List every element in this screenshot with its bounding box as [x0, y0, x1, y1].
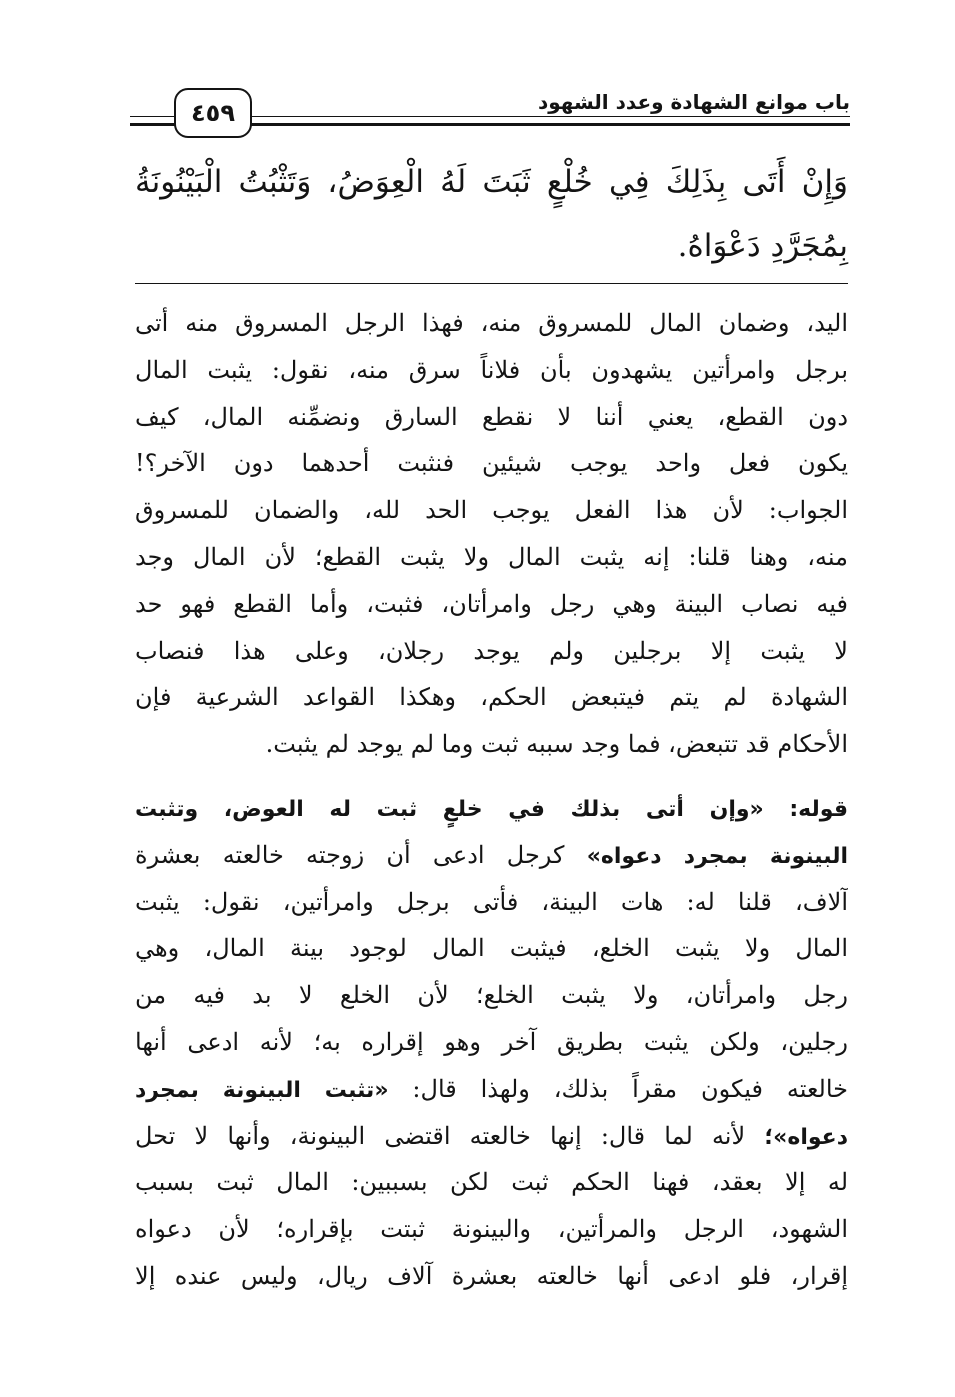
text-line [135, 832, 848, 879]
matn-text [135, 150, 848, 278]
text-line: له إلا بعقد، فهنا الحكم ثبت لكن بسببين: المال ثبت بسبب [135, 1168, 848, 1197]
text-line: منه، وهنا قلنا: إنه يثبت المال ولا يثبت القطع؛ لأن المال وجد [135, 542, 848, 571]
page-header [130, 86, 850, 146]
commentary-paragraph-2 [135, 785, 848, 1300]
text-line [135, 1066, 848, 1113]
text-line: الجواب: لأن هذا الفعل يوجب الحد لله، والضمان للمسروق [135, 496, 848, 525]
text-line: الشهود، الرجل والمرأتين، والبينونة ثبتت بإقراره؛ لأن دعواه [135, 1215, 848, 1244]
text-line [135, 1113, 848, 1160]
page-number: ٤٥٩ [174, 88, 252, 138]
text-line: رجل وامرأتان، ولا يثبت الخلع؛ لأن الخلع لا بد فيه من [135, 981, 848, 1010]
text-segment: لأنه لما قال: إنها خالعته اقتضى البينونة، وأنها لا تحل [135, 1121, 746, 1150]
text-segment: خالعته فيكون مقراً بذلك، ولهذا قال: [412, 1074, 848, 1103]
qawluhu-label: قوله: [789, 797, 848, 822]
chapter-title: باب موانع الشهادة وعدد الشهود [532, 90, 850, 114]
matn-quote: «وإن أتى بذلك في خلعٍ ثبت له العوض، وتثبت [135, 797, 764, 822]
text-line: يكون فعل واحد يوجب شيئين فنثبت أحدهما دون الآخر؟! [135, 449, 848, 478]
matn-line-2: بِمُجَرَّدِ دَعْوَاهُ. [677, 228, 848, 264]
text-line: رجلين، ولكن يثبت بطريق آخر وهو إقراره به؛ لأنه ادعى أنها [135, 1027, 848, 1056]
text-line: لا يثبت إلا برجلين ولم يوجد رجلان، وعلى هذا فنصاب [135, 636, 848, 665]
commentary-paragraph-1 [135, 300, 848, 768]
text-line: إقرار، فلو ادعى أنها خالعته بعشرة آلاف ريال، وليس عنده إلا [135, 1261, 848, 1290]
matn-quote: البينونة بمجرد دعواه» [586, 843, 848, 869]
matn-line-1: وَإِنْ أَتَى بِذَلِكَ فِي خُلْعٍ ثَبَتَ لَهُ الْعِوَضُ، وَتَثْبُتُ الْبَيْنُونَةُ [135, 164, 848, 200]
matn-quote: دعواه»؛ [764, 1124, 848, 1150]
text-line: الشهادة لم يتم فيتبعض الحكم، وهكذا القواعد الشرعية فإن [135, 683, 848, 712]
text-line: آلاف، قلنا له: هات البينة، فأتى برجل وامرأتين، نقول: يثبت [135, 887, 848, 916]
text-line: دون القطع، يعني أننا لا نقطع السارق ونضمِّنه المال، كيف [135, 402, 848, 431]
matn-divider [135, 283, 848, 284]
text-segment: كرجل ادعى أن زوجته خالعته بعشرة [135, 840, 565, 869]
text-line: الأحكام قد تتبعض، فما وجد سببه ثبت وما لم يوجد لم يثبت. [265, 730, 848, 759]
matn-quote: «تثبت البينونة بمجرد [135, 1077, 389, 1103]
text-line [135, 785, 848, 832]
text-line: اليد، وضمان المال للمسروق منه، فهذا الرجل المسروق منه أتى [135, 309, 848, 337]
text-line: برجل وامرأتين يشهدون بأن فلاناً سرق منه، نقول: يثبت المال [135, 355, 848, 384]
text-line: المال ولا يثبت الخلع، فيثبت المال لوجود بينة المال، وهي [135, 934, 848, 963]
text-line: فيه نصاب البينة وهي رجل وامرأتان، فثبت، وأما القطع فهو حد [135, 589, 848, 618]
